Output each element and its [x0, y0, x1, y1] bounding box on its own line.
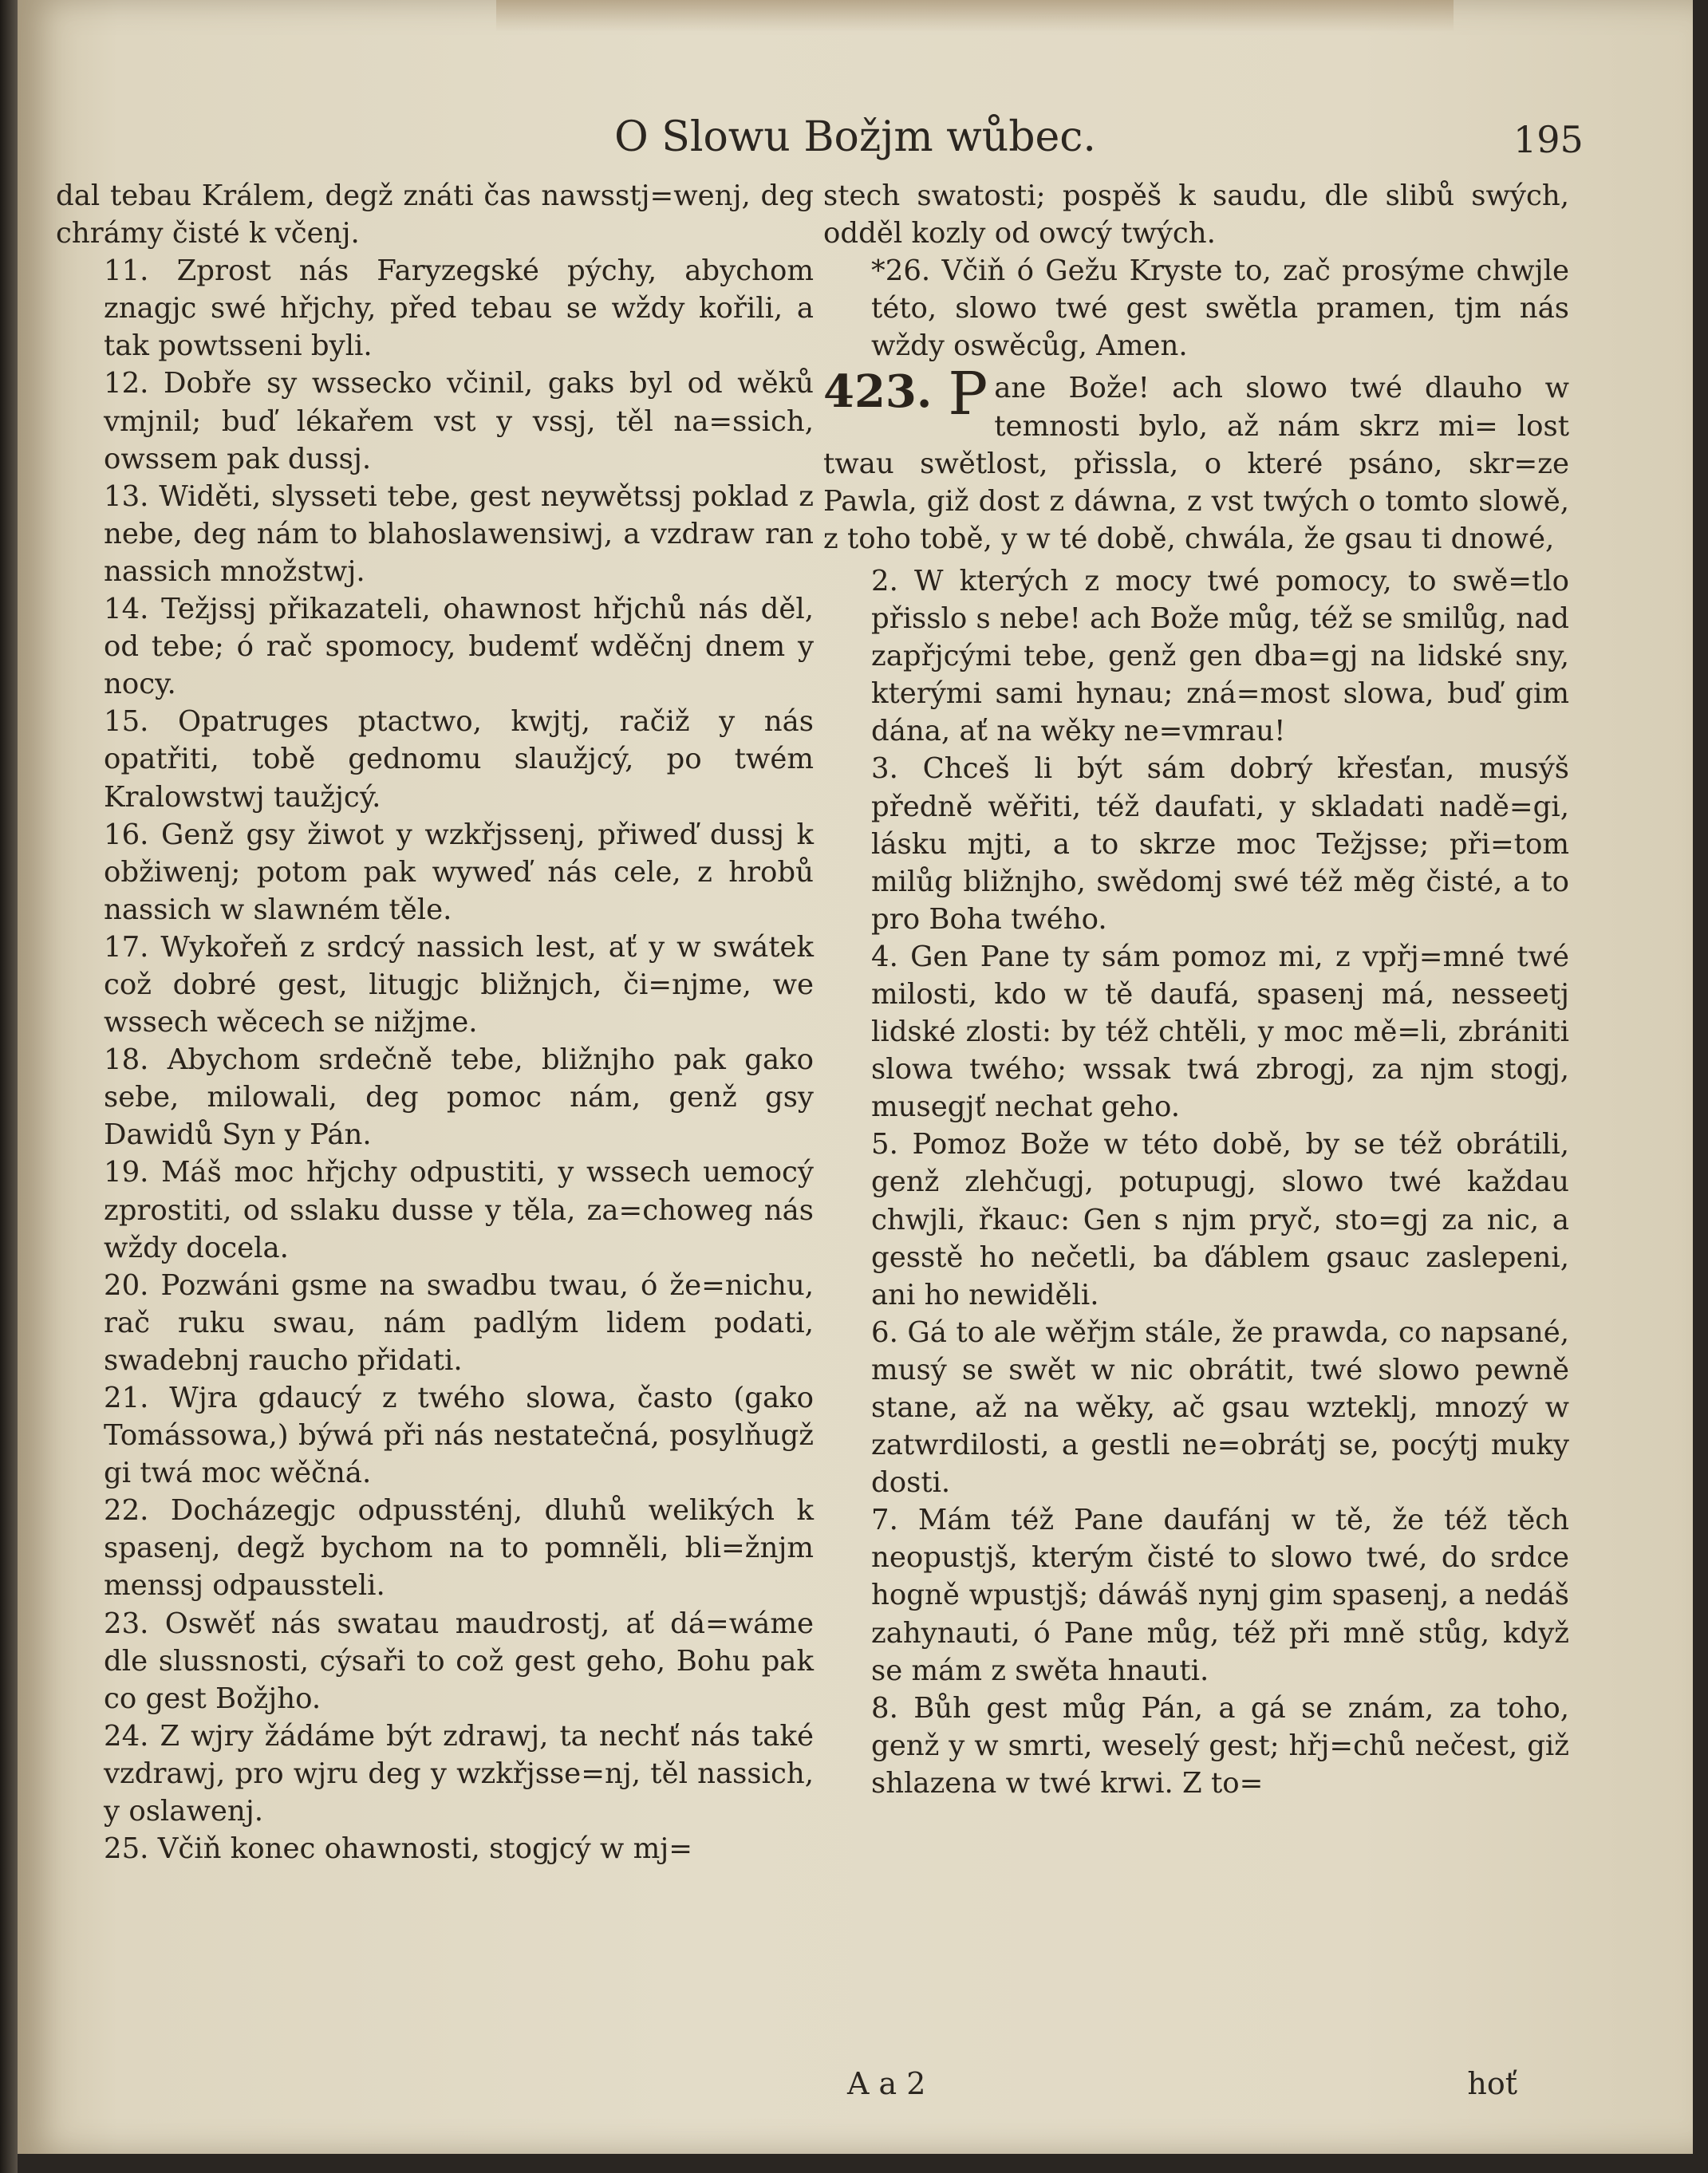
stanza: 12. Dobře sy wssecko včinil, gaks byl od wěků vmjnil; buď lékařem vst y vssj, těl na=ssich, owssem pak dussj. [104, 367, 814, 475]
stanza: stech swatosti; pospěš k saudu, dle slibů swých, odděl kozly od owcý twých. [823, 179, 1569, 250]
stanza: dal tebau Králem, degž znáti čas nawsstj=wenj, deg chrámy čisté k včenj. [56, 179, 814, 250]
hymn-number: 423. [823, 365, 933, 419]
drop-cap: P [948, 360, 988, 429]
stanza: *26. Včiň ó Gežu Kryste to, zač prosýme chwjle této, slowo twé gest swětla pramen, tjm nás wždy oswěcůg, Amen. [871, 254, 1569, 363]
stanza: 18. Abychom srdečně tebe, bližnjho pak gako sebe, milowali, deg pomoc nám, genž gsy Dawidů Syn y Pán. [104, 1043, 814, 1152]
stanza: 7. Mám též Pane daufánj w tě, že též těch neopustjš, kterým čisté to slowo twé, do srdce hogně wpustjš; dáwáš nynj gim spasenj, a nedáš zahynauti, ó Pane můg, též při mně stůg, když se mám z swěta hnauti. [871, 1504, 1569, 1687]
stanza: 25. Včiň konec ohawnosti, stogjcý w mj= [104, 1832, 693, 1866]
stanza: 11. Zprost nás Faryzegské pýchy, abychom znagjc swé hřjchy, před tebau se wždy kořili, a tak powtsseni byli. [104, 254, 814, 363]
stanza: 8. Bůh gest můg Pán, a gá se znám, za toho, genž y w smrti, weselý gest; hřj=chů nečest, giž shlazena w twé krwi. Z to= [871, 1691, 1569, 1800]
stanza: 2. W kterých z mocy twé pomocy, to swě=tlo přisslo s nebe! ach Bože můg, též se smilůg, nad zapřjcými tebe, genž gen dba=gj na lidské sny, kterými sami hynau; zná=most slowa, buď gim dána, ať na wěky ne=vmrau! [871, 564, 1569, 748]
stanza: 5. Pomoz Bože w této době, by se též obrátili, genž zlehčugj, potupugj, slowo twé každau chwjli, řkauc: Gen s njm pryč, sto=gj za nic, a gesstě ho nečetli, ba ďáblem gsauc zaslepeni, ani ho newiděli. [871, 1128, 1569, 1311]
stanza: 21. Wjra gdaucý z twého slowa, často (gako Tomássowa,) býwá při nás nestatečná, posylňugž gi twá moc wěčná. [104, 1382, 814, 1490]
right-column-top [823, 177, 1569, 365]
stanza: 15. Opatruges ptactwo, kwjtj, račiž y nás opatřiti, tobě gednomu slaužjcý, po twém Kralowstwj taužjcý. [104, 705, 814, 814]
catchword: hoť [1467, 2066, 1517, 2101]
stanza: 14. Težjssj přikazateli, ohawnost hřjchů nás děl, od tebe; ó rač spomocy, budemť wděčnj dnem y nocy. [104, 593, 814, 701]
book-binding [0, 0, 18, 2173]
signature-mark: A a 2 [847, 2066, 926, 2101]
page-stain [496, 0, 1454, 32]
left-column [56, 177, 814, 1867]
running-header: O Slowu Božjm wůbec. [614, 113, 1096, 161]
stanza: 3. Chceš li být sám dobrý křesťan, musýš předně wěřiti, též daufati, y skladati nadě=gi, lásku mjti, a to skrze moc Težjsse; při=tom milůg bližnjho, swědomj swé též měg čisté, a to pro Boha twého. [871, 752, 1569, 936]
hymn-423 [823, 360, 1569, 557]
stanza: 16. Genž gsy žiwot y wzkřjssenj, přiweď dussj k obžiwenj; potom pak wyweď nás cele, z hrobů nassich w slawném těle. [104, 818, 814, 926]
book-page [18, 0, 1693, 2154]
stanza: 20. Pozwáni gsme na swadbu twau, ó že=nichu, rač ruku swau, nám padlým lidem podati, swadebnj raucho přidati. [104, 1268, 814, 1377]
stanza: 6. Gá to ale wěřjm stále, že prawda, co napsané, musý se swět w nic obrátit, twé slowo pewně stane, až na wěky, ač gsau wzteklj, mnozý w zatwrdilosti, a gestli ne=obrátj se, pocýtj muky dosti. [871, 1315, 1569, 1500]
stanza: 24. Z wjry žádáme být zdrawj, ta nechť nás také vzdrawj, pro wjru deg y wzkřjsse=nj, těl nassich, y oslawenj. [104, 1719, 814, 1828]
hymn-423-stanza-1: ane Bože! ach slowo twé dlauho w temnosti bylo, až nám skrz mi= lost twau swětlost, přissla, o které psáno, skr=ze Pawla, giž dost z dáwna, z vst twých o tomto slowě, z toho tobě, y w té době, chwála, že gsau ti dnowé, [823, 372, 1569, 555]
stanza: 4. Gen Pane ty sám pomoz mi, z vpřj=mné twé milosti, kdo w tě daufá, spasenj má, nesseetj lidské zlosti: by též chtěli, y moc mě=li, zbrániti slowa twého; wssak twá zbrogj, za njm stogj, musegjť nechat geho. [871, 940, 1569, 1124]
page-number: 195 [1513, 118, 1584, 161]
stanza: 23. Oswěť nás swatau maudrostj, ať dá=wáme dle slussnosti, cýsaři to což gest geho, Bohu pak co gest Božjho. [104, 1607, 814, 1715]
stanza: 22. Docházegjc odpussténj, dluhů welikých k spasenj, degž bychom na to pomněli, bli=žnjm menssj odpaussteli. [104, 1494, 814, 1603]
stanza: 13. Widěti, slysseti tebe, gest neywětssj poklad z nebe, deg nám to blahoslawensiwj, a vzdraw ran nassich množstwj. [104, 479, 814, 588]
stanza: 17. Wykořeň z srdcý nassich lest, ať y w swátek což dobré gest, litugjc bližnjch, či=njme, we wssech wěcech se nižjme. [104, 930, 814, 1039]
stanza: 19. Máš moc hřjchy odpustiti, y wssech uemocý zprostiti, od sslaku dusse y těla, za=choweg nás wždy docela. [104, 1156, 814, 1264]
right-column [823, 177, 1569, 1802]
right-column-stanzas [823, 562, 1569, 1802]
